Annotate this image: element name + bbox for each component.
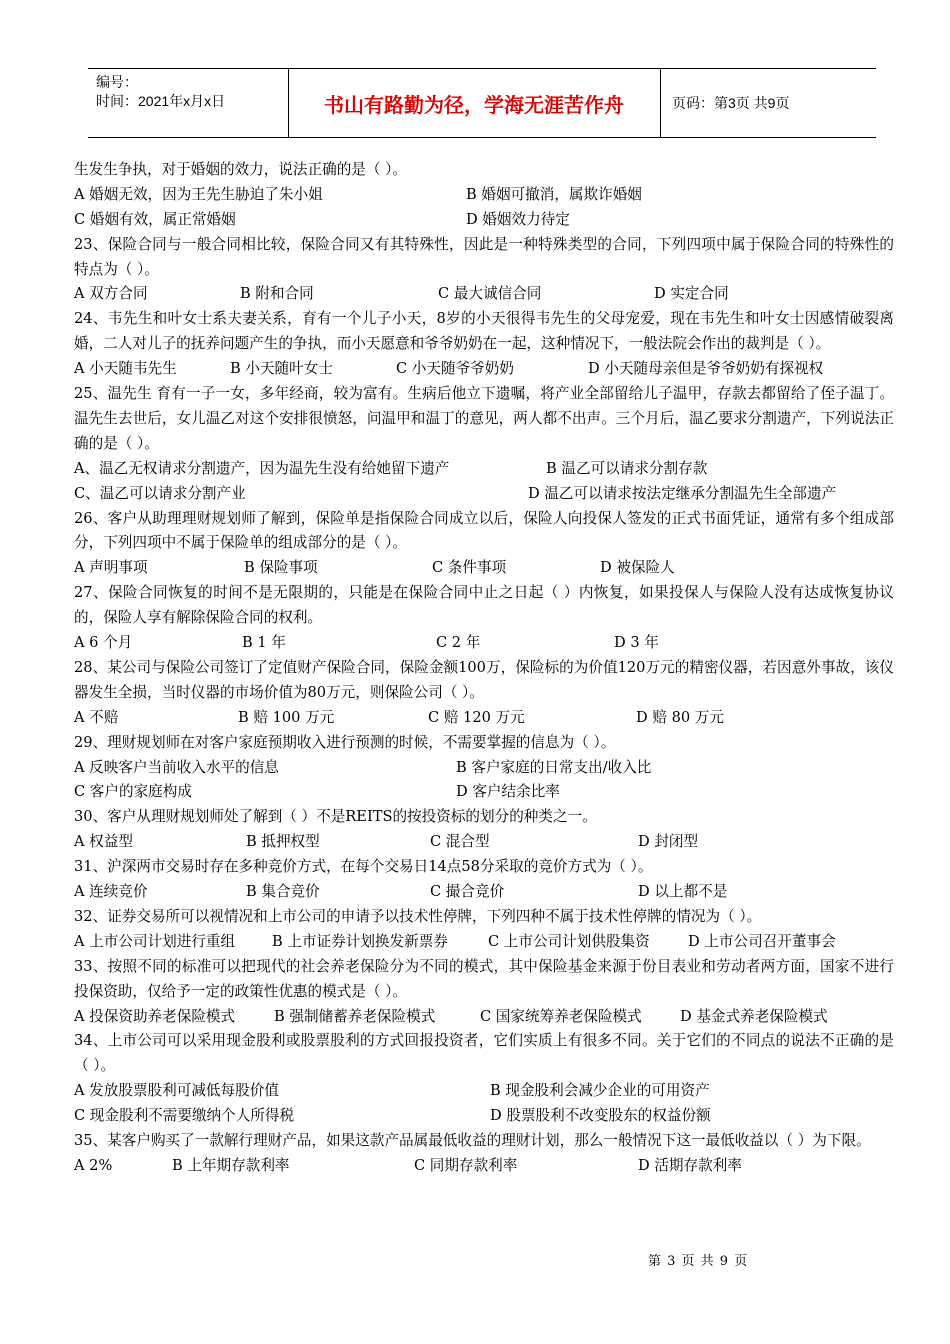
page-header	[88, 68, 876, 138]
option-b: B 小天随叶女士	[230, 360, 333, 378]
question-27: 27、保险合同恢复的时间不是无限期的，只能是在保险合同中止之日起（ ）内恢复，如果投保人与保险人没有达成恢复协议的，保险人享有解除保险合同的权利。	[74, 584, 894, 627]
option-row	[74, 1005, 894, 1030]
option-d: D 以上都不是	[638, 883, 728, 901]
option-a: A 投保资助养老保险模式	[74, 1007, 236, 1025]
option-b: B 上年期存款利率	[172, 1156, 290, 1174]
option-b: B 温乙可以请求分割存款	[546, 459, 708, 477]
option-row	[74, 780, 894, 805]
question-28: 28、某公司与保险公司签订了定值财产保险合同，保险金额100万，保险标的为价值120万元的精密仪器，若因意外事故，该仪器发生全损，当时仪器的市场价值为80万元，则保险公司（ ）。	[74, 658, 894, 701]
option-b: B 抵押权型	[246, 833, 320, 851]
option-d: D 实定合同	[654, 285, 729, 303]
option-row	[74, 880, 894, 905]
question-32: 32、证券交易所可以视情况和上市公司的申请予以技术性停牌，下列四种不属于技术性停牌的情况为（ ）。	[74, 907, 762, 925]
option-a: A 上市公司计划进行重组	[74, 932, 236, 950]
option-d: D 小天随母亲但是爷爷奶奶有探视权	[588, 360, 824, 378]
option-d: D 活期存款利率	[638, 1156, 742, 1174]
option-b: B 附和合同	[240, 285, 314, 303]
option-d: D 3 年	[614, 634, 659, 652]
question-35: 35、某客户购买了一款解行理财产品，如果这款产品属最低收益的理财计划，那么一般情况下这一最低收益以（ ）为下限。	[74, 1132, 871, 1149]
option-d: D 被保险人	[600, 559, 675, 577]
option-c: C 同期存款利率	[414, 1156, 518, 1174]
option-b: B 集合竞价	[246, 883, 320, 901]
option-a: A 反映客户当前收入水平的信息	[74, 758, 279, 776]
page-footer: 第 3 页 共 9 页	[648, 1254, 748, 1269]
option-row	[74, 457, 894, 482]
option-b: B 客户家庭的日常支出/收入比	[456, 758, 652, 776]
option-a: A 不赔	[74, 708, 119, 726]
header-meta	[96, 73, 286, 111]
option-d: D 上市公司召开董事会	[688, 932, 836, 950]
option-a: A 双方合同	[74, 285, 148, 303]
option-row	[74, 208, 894, 233]
option-row	[74, 556, 894, 581]
option-row	[74, 1079, 894, 1104]
option-c: C 现金股利不需要缴纳个人所得税	[74, 1107, 295, 1125]
option-c: C 混合型	[430, 833, 490, 851]
option-d: D 婚姻效力待定	[466, 210, 570, 228]
option-a: A 婚姻无效，因为王先生胁迫了朱小姐	[74, 185, 323, 203]
option-d: D 温乙可以请求按法定继承分割温先生全部遗产	[528, 484, 837, 502]
question-25: 25、温先生 育有一子一女，多年经商，较为富有。生病后他立下遗嘱，将产业全部留给儿子温甲，存款去都留给了侄子温丁。温先生去世后，女儿温乙对这个安排很愤怒，问温甲和温丁的意见，两人都不出声。三个月后，温乙要求分割遗产，下列说法正确的是（ ）。	[74, 385, 894, 452]
option-row	[74, 756, 894, 781]
option-d: D 赔 80 万元	[636, 708, 724, 726]
option-c: C 上市公司计划供股集资	[488, 932, 650, 950]
option-b: B 强制储蓄养老保险模式	[274, 1007, 436, 1025]
header-motto: 书山有路勤为径，学海无涯苦作舟	[324, 93, 624, 117]
option-row	[74, 357, 894, 382]
option-row	[74, 482, 894, 507]
question-text: 生发生争执，对于婚姻的效力，说法正确的是（ ）。	[74, 161, 407, 178]
option-b: B 保险事项	[244, 559, 318, 577]
question-26: 26、客户从助理理财规划师了解到，保险单是指保险合同成立以后，保险人向投保人签发的正式书面凭证，通常有多个组成部分，下列四项中不属于保险单的组成部分的是（ ）。	[74, 509, 894, 552]
option-row	[74, 830, 894, 855]
option-c: C 撮合竞价	[430, 883, 505, 901]
option-row	[74, 706, 894, 731]
option-b: B 婚姻可撤消，属欺诈婚姻	[466, 185, 642, 203]
question-24: 24、韦先生和叶女士系夫妻关系，育有一个儿子小天，8岁的小天很得韦先生的父母宠爱，现在韦先生和叶女士因感情破裂离婚，二人对儿子的抚养问题产生的争执，而小天愿意和爷爷奶奶在一起，这种情况下，一般法院会作出的裁判是（ ）。	[74, 310, 894, 353]
option-c: C 条件事项	[432, 559, 507, 577]
option-a: A 2%	[74, 1156, 113, 1174]
option-c: C 赔 120 万元	[428, 708, 525, 726]
option-c: C 小天随爷爷奶奶	[396, 360, 514, 378]
option-d: D 封闭型	[638, 833, 699, 851]
option-row	[74, 631, 894, 656]
option-c: C 最大诚信合同	[438, 285, 542, 303]
option-b: B 现金股利会减少企业的可用资产	[490, 1082, 710, 1100]
question-29: 29、理财规划师在对客户家庭预期收入进行预测的时候，不需要掌握的信息为（ ）。	[74, 733, 616, 751]
question-33: 33、按照不同的标准可以把现代的社会养老保险分为不同的模式，其中保险基金来源于份目表业和劳动者两方面，国家不进行投保资助，仅给予一定的政策性优惠的模式是（ ）。	[74, 957, 894, 1000]
header-time: 时间：2021年x月x日	[96, 93, 226, 109]
header-divider	[660, 69, 661, 137]
option-c: C 婚姻有效，属正常婚姻	[74, 210, 236, 228]
option-c: C 客户的家庭构成	[74, 783, 192, 801]
question-34: 34、上市公司可以采用现金股利或股票股利的方式回报投资者，它们实质上有很多不同。关于它们的不同点的说法不正确的是（ ）。	[74, 1032, 894, 1075]
option-c: C 2 年	[436, 634, 481, 652]
option-b: B 1 年	[242, 634, 286, 652]
option-d: D 客户结余比率	[456, 783, 560, 801]
option-b: B 赔 100 万元	[238, 708, 335, 726]
option-c: C、温乙可以请求分割产业	[74, 484, 246, 502]
option-row	[74, 1104, 894, 1129]
option-row	[74, 183, 894, 208]
option-b: B 上市证券计划换发新票券	[272, 932, 448, 950]
header-number: 编号：	[96, 74, 138, 90]
option-a: A 6 个月	[74, 634, 133, 652]
option-a: A 小天随韦先生	[74, 360, 177, 378]
option-a: A、温乙无权请求分割遗产，因为温先生没有给她留下遗产	[74, 459, 450, 477]
question-23: 23、保险合同与一般合同相比较，保险合同又有其特殊性，因此是一种特殊类型的合同，下列四项中属于保险合同的特殊性的特点为（ ）。	[74, 235, 894, 278]
question-31: 31、沪深两市交易时存在多种竞价方式，在每个交易日14点58分采取的竞价方式为（ ）。	[74, 858, 653, 876]
header-page-number: 页码：第3页 共9页	[672, 95, 790, 111]
question-30: 30、客户从理财规划师处了解到（ ）不是REITS的按投资标的划分的种类之一。	[74, 808, 597, 826]
option-d: D 股票股利不改变股东的权益份额	[490, 1107, 711, 1125]
option-a: A 声明事项	[74, 559, 148, 577]
option-row	[74, 930, 894, 955]
document-body	[74, 158, 894, 1179]
option-a: A 发放股票股利可减低每股价值	[74, 1082, 279, 1100]
option-a: A 权益型	[74, 833, 133, 851]
option-c: C 国家统筹养老保险模式	[480, 1007, 642, 1025]
option-a: A 连续竞价	[74, 883, 148, 901]
option-row	[74, 282, 894, 307]
option-d: D 基金式养老保险模式	[680, 1007, 828, 1025]
option-row	[74, 1154, 894, 1179]
